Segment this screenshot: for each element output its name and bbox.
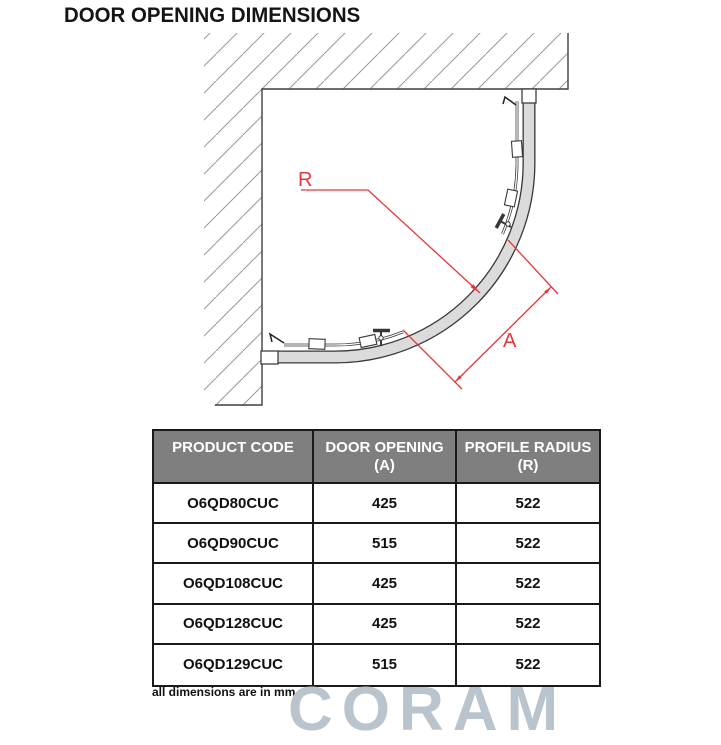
table-cell-door-opening: 425 — [314, 605, 457, 645]
spec-table — [152, 429, 601, 687]
table-cell-door-opening: 515 — [314, 645, 457, 685]
curved-track — [278, 95, 529, 357]
dimensions-footnote: all dimensions are in mm — [152, 685, 296, 699]
col-header-label: PRODUCT CODE — [172, 439, 294, 456]
col-header-product-code — [154, 431, 314, 484]
table-cell-product-code: O6QD80CUC — [154, 484, 314, 524]
col-header-label: PROFILE RADIUS — [464, 439, 592, 456]
page-title: DOOR OPENING DIMENSIONS — [64, 3, 361, 27]
opening-label: A — [503, 330, 517, 352]
table-cell-profile-radius: 522 — [457, 484, 599, 524]
wall-profiles — [261, 89, 536, 364]
sliding-door-upper — [503, 97, 518, 234]
dimension-opening — [403, 240, 558, 389]
table-cell-product-code: O6QD129CUC — [154, 645, 314, 685]
col-header-sub: (R) — [517, 457, 539, 475]
dimension-radius — [301, 190, 480, 293]
door-edge-seal-upper — [503, 97, 516, 105]
table-cell-door-opening: 515 — [314, 524, 457, 564]
table-cell-product-code: O6QD90CUC — [154, 524, 314, 564]
col-header-sub: (A) — [374, 457, 395, 475]
table-cell-profile-radius: 522 — [457, 605, 599, 645]
roller-brackets — [309, 141, 523, 350]
table-cell-profile-radius: 522 — [457, 564, 599, 604]
col-header-profile-radius — [457, 431, 599, 484]
door-edge-seal-lower — [270, 334, 284, 343]
col-header-door-opening — [314, 431, 457, 484]
table-cell-door-opening: 425 — [314, 564, 457, 604]
radius-label: R — [298, 169, 313, 191]
col-header-label: DOOR OPENING — [325, 439, 444, 456]
partial-brand-logo: CORAM — [288, 675, 568, 744]
table-cell-product-code: O6QD128CUC — [154, 605, 314, 645]
table-cell-product-code: O6QD108CUC — [154, 564, 314, 604]
table-cell-profile-radius: 522 — [515, 656, 541, 674]
table-cell-door-opening: 425 — [314, 484, 457, 524]
table-cell-profile-radius: 522 — [457, 524, 599, 564]
